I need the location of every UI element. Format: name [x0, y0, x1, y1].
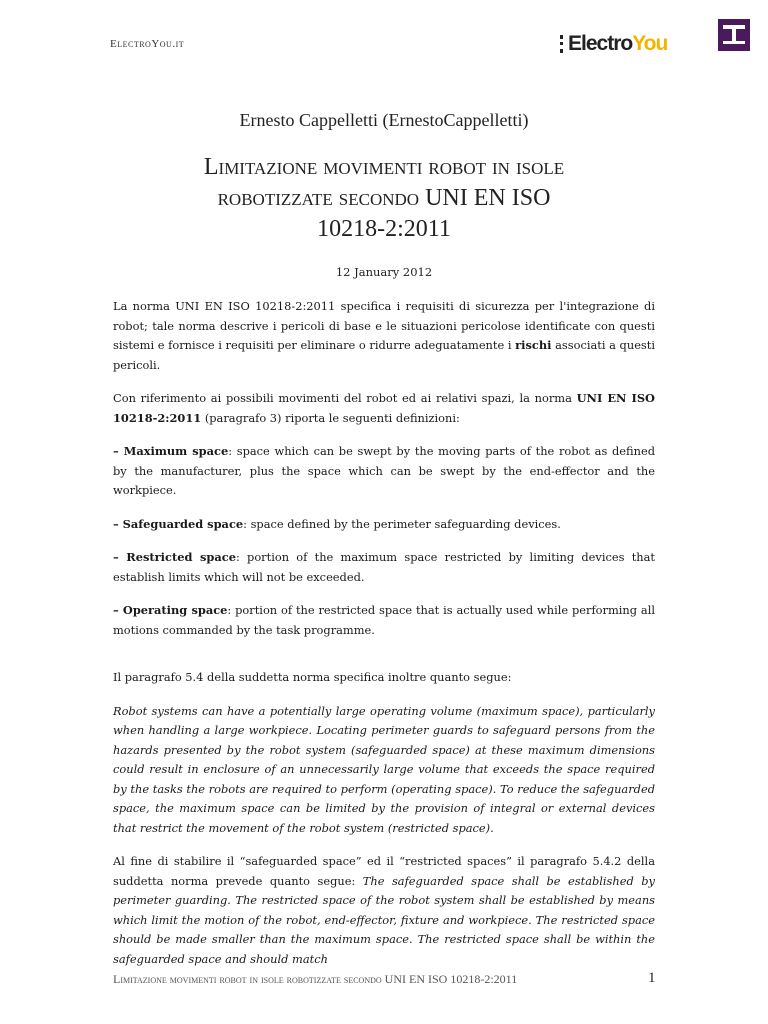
definition-maximum-space: – Maximum space: space which can be swept by the moving parts of the robot as defined by the manufacturer, plus the space which can be swept by the end-effector and the workpiece. [113, 444, 656, 497]
logo-suffix: You [632, 32, 668, 55]
definition-restricted-space: – Restricted space: portion of the maximum space restricted by limiting devices that establish limits which will not be exceeded. [113, 550, 655, 584]
title-line-3: 10218-2:2011 [317, 216, 451, 242]
footer-title: Limitazione movimenti robot in isole robotizzate secondo UNI EN ISO 10218-2:2011 [113, 972, 518, 986]
definition-operating-space: – Operating space: portion of the restricted space that is actually used while performing all motions commanded by the task programme. [113, 603, 655, 637]
paragraph-reference: Con riferimento ai possibili movimenti del robot ed ai relativi spazi, la norma UNI EN ISO 10218-2:2011 (paragrafo 3) riporta le seguenti definizioni: [113, 391, 655, 425]
author-name: Ernesto Cappelletti (ErnestoCappelletti) [239, 110, 529, 130]
page-number: 1 [648, 970, 656, 986]
quote-robot-systems: Robot systems can have a potentially large operating volume (maximum space), particularly when handling a large workpiece. Locating perimeter guards to safeguard persons from the hazards presented by the robot system (safeguarded space) at these maximum dimensions could result in enclosure of an unnecessarily large volume that exceeds the space required by the tasks the robots are required to perform (operating space). To reduce the safeguarded space, the maximum space can be limited by the provision of integral or external devices that restrict the movement of the robot system (restricted space). [113, 703, 655, 835]
electroyou-logo [560, 32, 667, 56]
logo-prefix: Electro [568, 32, 633, 55]
title-line-1: Limitazione movimenti robot in isole [203, 154, 565, 180]
paragraph-section-542: Al fine di stabilire il “safeguarded space” ed il “restricted spaces” il paragrafo 5.4.2 della suddetta norma prevede quanto segue: The safeguarded space shall be established by perimeter guarding. The restricted space of the robot system shall be established by means which limit the motion of the robot, end-effector, fixture and workpiece. The restricted space should be made smaller than the maximum space. The restricted space shall be within the safeguarded space and should match [113, 854, 655, 966]
publisher-corner-icon [718, 19, 750, 51]
rischi-link[interactable]: rischi [515, 338, 552, 352]
publication-date: 12 January 2012 [335, 265, 433, 279]
definition-safeguarded-space: – Safeguarded space: space defined by the perimeter safeguarding devices. [113, 516, 561, 531]
logo-bars-icon [560, 35, 566, 53]
title-line-2: robotizzate secondo UNI EN ISO [217, 185, 551, 211]
paragraph-section-54: Il paragrafo 5.4 della suddetta norma specifica inoltre quanto segue: [113, 670, 512, 684]
header-site-name: ElectroYou.it [110, 38, 185, 50]
article-body [113, 297, 655, 983]
document-title [140, 152, 628, 245]
paragraph-intro: La norma UNI EN ISO 10218-2:2011 specifica i requisiti di sicurezza per l'integrazione di robot; tale norma descrive i pericoli di base e le situazioni pericolose identificate con questi sistemi e fornisce i requisiti per eliminare o ridurre adeguatamente i rischi associati a questi pericoli. [113, 299, 655, 372]
